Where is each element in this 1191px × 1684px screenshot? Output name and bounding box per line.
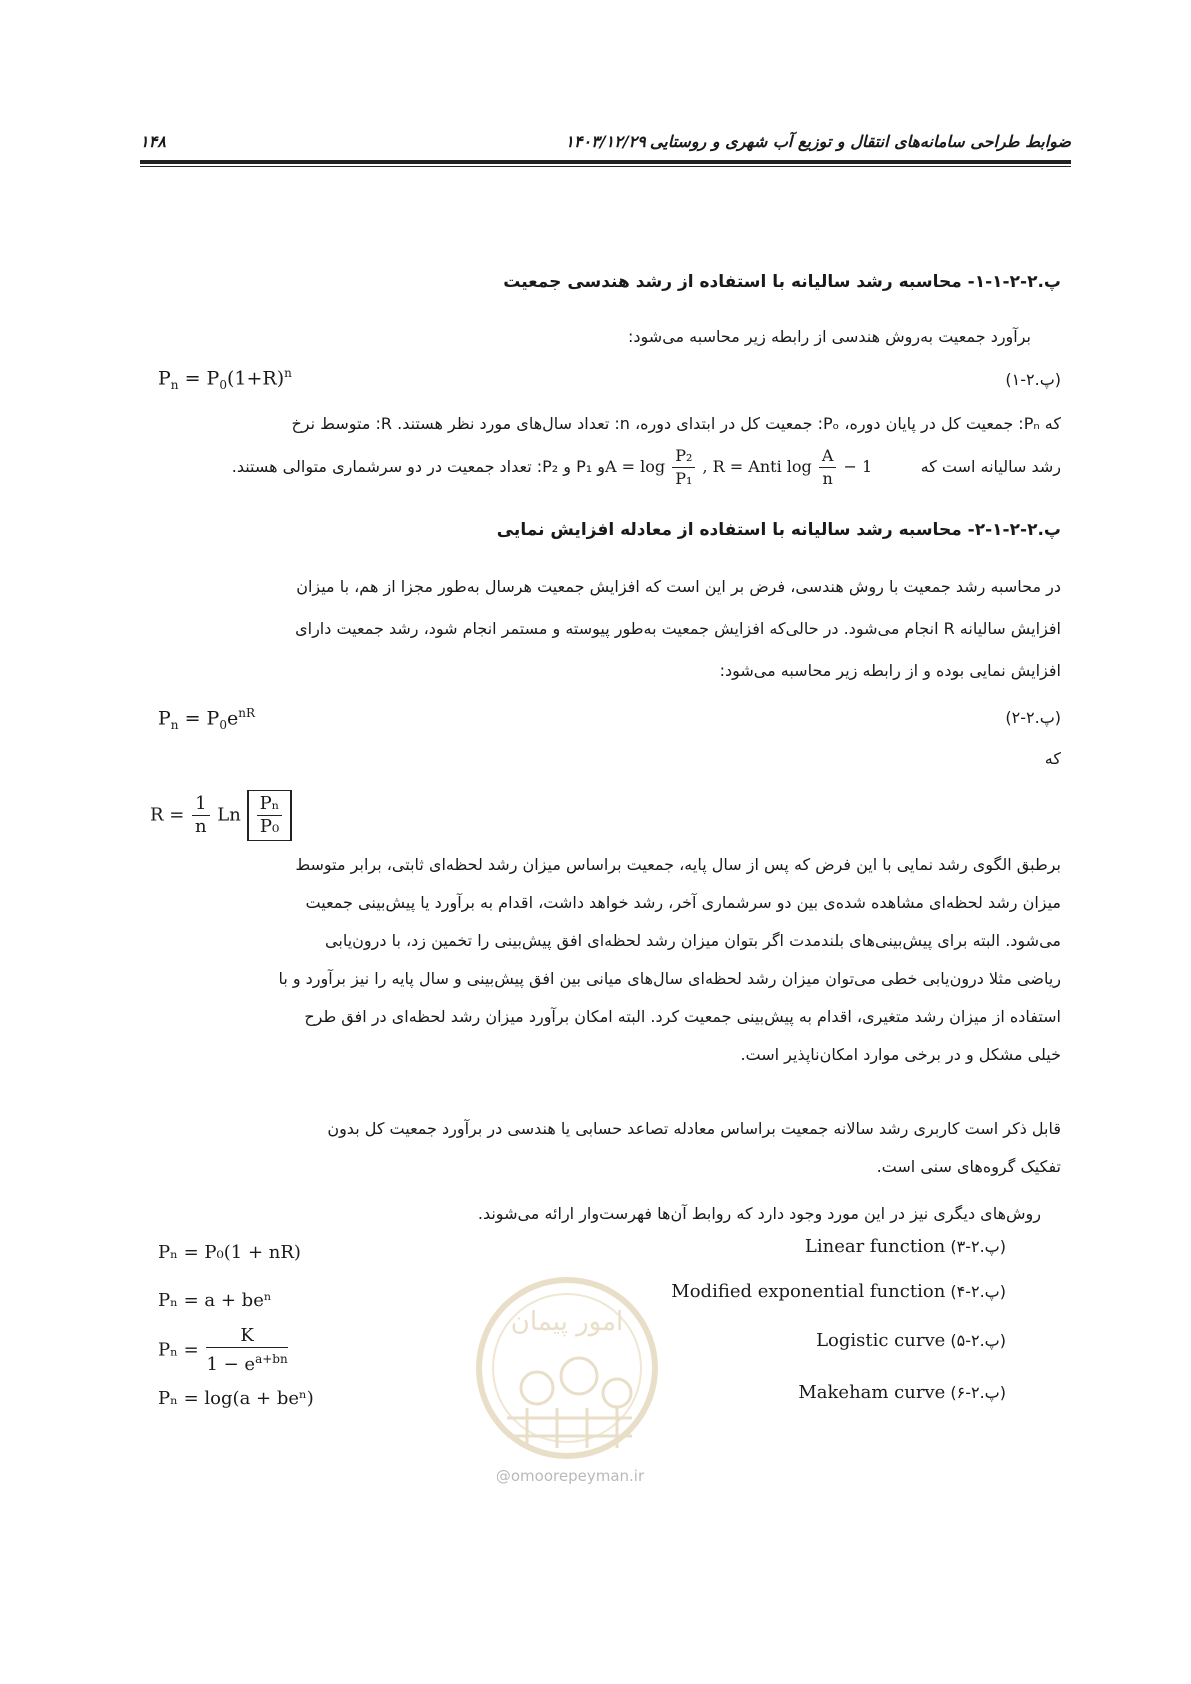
section1-definitions-line2-start: رشد سالیانه است که (920, 457, 1061, 476)
formula-logistic: Pₙ = $\frac{K}{1 - e^{a+bn}}$ (158, 1325, 288, 1375)
formula-modified-exponential: Pₙ = a + beⁿ (158, 1290, 272, 1311)
formula-linear: Pₙ = P₀(1 + nR) (158, 1242, 301, 1263)
formula-A-R: A = log $\frac{\text{P₂}}{\text{P₁}}$ , R = Anti log $\frac{A}{n}$ − 1 (605, 446, 873, 488)
paragraph2-line: خیلی مشکل و در برخی موارد امکان‌ناپذیر است. (740, 1045, 1061, 1064)
fraction-pn-p0: $\frac{\text{Pₙ}}{\text{P₀}}$ (257, 793, 283, 838)
fraction-logistic: $\frac{K}{1 - e^{a+bn}}$ (206, 1325, 288, 1375)
paragraph2-line: استفاده از میزان رشد متغیری، اقدام به پیش‌بینی جمعیت کرد. البته امکان برآورد میزان رشد لحظه‌ای در افق طرح (304, 1007, 1061, 1026)
section2-paragraph2 (191, 846, 1061, 1074)
section1-definitions-line1: که Pₙ: جمعیت کل در پایان دوره، Pₒ: جمعیت کل در ابتدای دوره، n: تعداد سال‌های مورد نظر هستند. R: متوسط نرخ (291, 414, 1061, 433)
function-label-linear: Linear function (پ.۲-۳) (804, 1236, 1006, 1257)
section2-paragraph1-line1: در محاسبه رشد جمعیت با روش هندسی، فرض بر این است که افزایش جمعیت هرسال به‌طور مجزا از هم، با میزان (296, 577, 1061, 596)
header-rule-thick (140, 160, 1071, 164)
paragraph3-line: تفکیک گروه‌های سنی است. (876, 1157, 1061, 1176)
section2-ke: که (1044, 749, 1061, 768)
equation-number-1: (پ.۲-۱) (1005, 370, 1061, 389)
ln-bracket (247, 790, 293, 841)
equation-r-ln: R = $\frac{1}{n}$ Ln $\frac{\text{Pₙ}}{\text{P₀}}$ (150, 790, 292, 841)
paragraph2-line: میزان رشد لحظه‌ای مشاهده شده‌ی بین دو سرشماری آخر، رشد خواهد داشت، اقدام به برآورد یا پیش‌بینی جمعیت (305, 893, 1061, 912)
equation-exponential: $P_n = P_0e^{nR}$ (158, 706, 255, 733)
section1-definitions-line2-end: و P₁ و P₂: تعداد جمعیت در دو سرشماری متوالی هستند. (231, 457, 605, 476)
paragraph2-line: می‌شود. البته برای پیش‌بینی‌های بلندمدت اگر بتوان میزان رشد لحظه‌ای افق پیش‌بینی را تخمین زد، با درون‌یابی (325, 931, 1061, 950)
fraction-p2-p1: $\frac{\text{P₂}}{\text{P₁}}$ (672, 445, 695, 490)
function-label-makeham: Makeham curve (پ.۲-۶) (798, 1382, 1006, 1403)
document-title: ضوابط طراحی سامانه‌های انتقال و توزیع آب شهری و روستایی (649, 132, 1071, 151)
fraction-1-n: $\frac{1}{n}$ (192, 793, 209, 838)
paragraph2-line: ریاضی مثلا درون‌یابی خطی می‌توان میزان رشد لحظه‌ای سال‌های میانی بین افق پیش‌بینی و سال پایه را نیز برآورد و با (278, 969, 1061, 988)
paragraph2-line: برطبق الگوی رشد نمایی با این فرض که پس از سال پایه، جمعیت براساس میزان رشد لحظه‌ای ثابتی، برابر متوسط (295, 855, 1061, 874)
section2-paragraph3 (191, 1110, 1061, 1186)
equation-geometric: $P_n = P_0(1+R)^n$ (158, 366, 292, 393)
page-header (140, 120, 1071, 160)
watermark-logo (467, 1268, 667, 1488)
section1-intro: برآورد جمعیت به‌روش هندسی از رابطه زیر محاسبه می‌شود: (628, 327, 1031, 346)
section-heading-geometric: پ.۲-۲-۱-۱- محاسبه رشد سالیانه با استفاده از رشد هندسی جمعیت (503, 272, 1061, 292)
svg-text:امور پیمان: امور پیمان (510, 1307, 624, 1337)
equation-number-2: (پ.۲-۲) (1005, 708, 1061, 727)
section2-paragraph1-line3: افزایش نمایی بوده و از رابطه زیر محاسبه می‌شود: (719, 661, 1061, 680)
function-label-logistic: Logistic curve (پ.۲-۵) (816, 1330, 1006, 1351)
page-number: ۱۴۸ (140, 132, 166, 151)
section2-paragraph4: روش‌های دیگری نیز در این مورد وجود دارد که روابط آن‌ها فهرست‌وار ارائه می‌شوند. (477, 1204, 1041, 1223)
header-rule-thin (140, 166, 1071, 167)
fraction-a-n: $\frac{A}{n}$ (819, 445, 837, 490)
paragraph3-line: قابل ذکر است کاربری رشد سالانه جمعیت براساس معادله تصاعد حسابی یا هندسی در برآورد جمعیت کل بدون (327, 1119, 1061, 1138)
watermark-text: @omoorepeyman.ir (495, 1467, 645, 1485)
document-date: ۱۴۰۳/۱۲/۲۹ (565, 132, 646, 151)
section-heading-exponential: پ.۲-۲-۱-۲- محاسبه رشد سالیانه با استفاده از معادله افزایش نمایی (496, 520, 1061, 540)
function-label-modified-exponential: Modified exponential function (پ.۲-۴) (671, 1281, 1006, 1302)
formula-makeham: Pₙ = log(a + beⁿ) (158, 1388, 314, 1409)
section2-paragraph1-line2: افزایش سالیانه R انجام می‌شود. در حالی‌که افزایش جمعیت به‌طور پیوسته و مستمر انجام شود، رشد جمعیت دارای (295, 619, 1061, 638)
